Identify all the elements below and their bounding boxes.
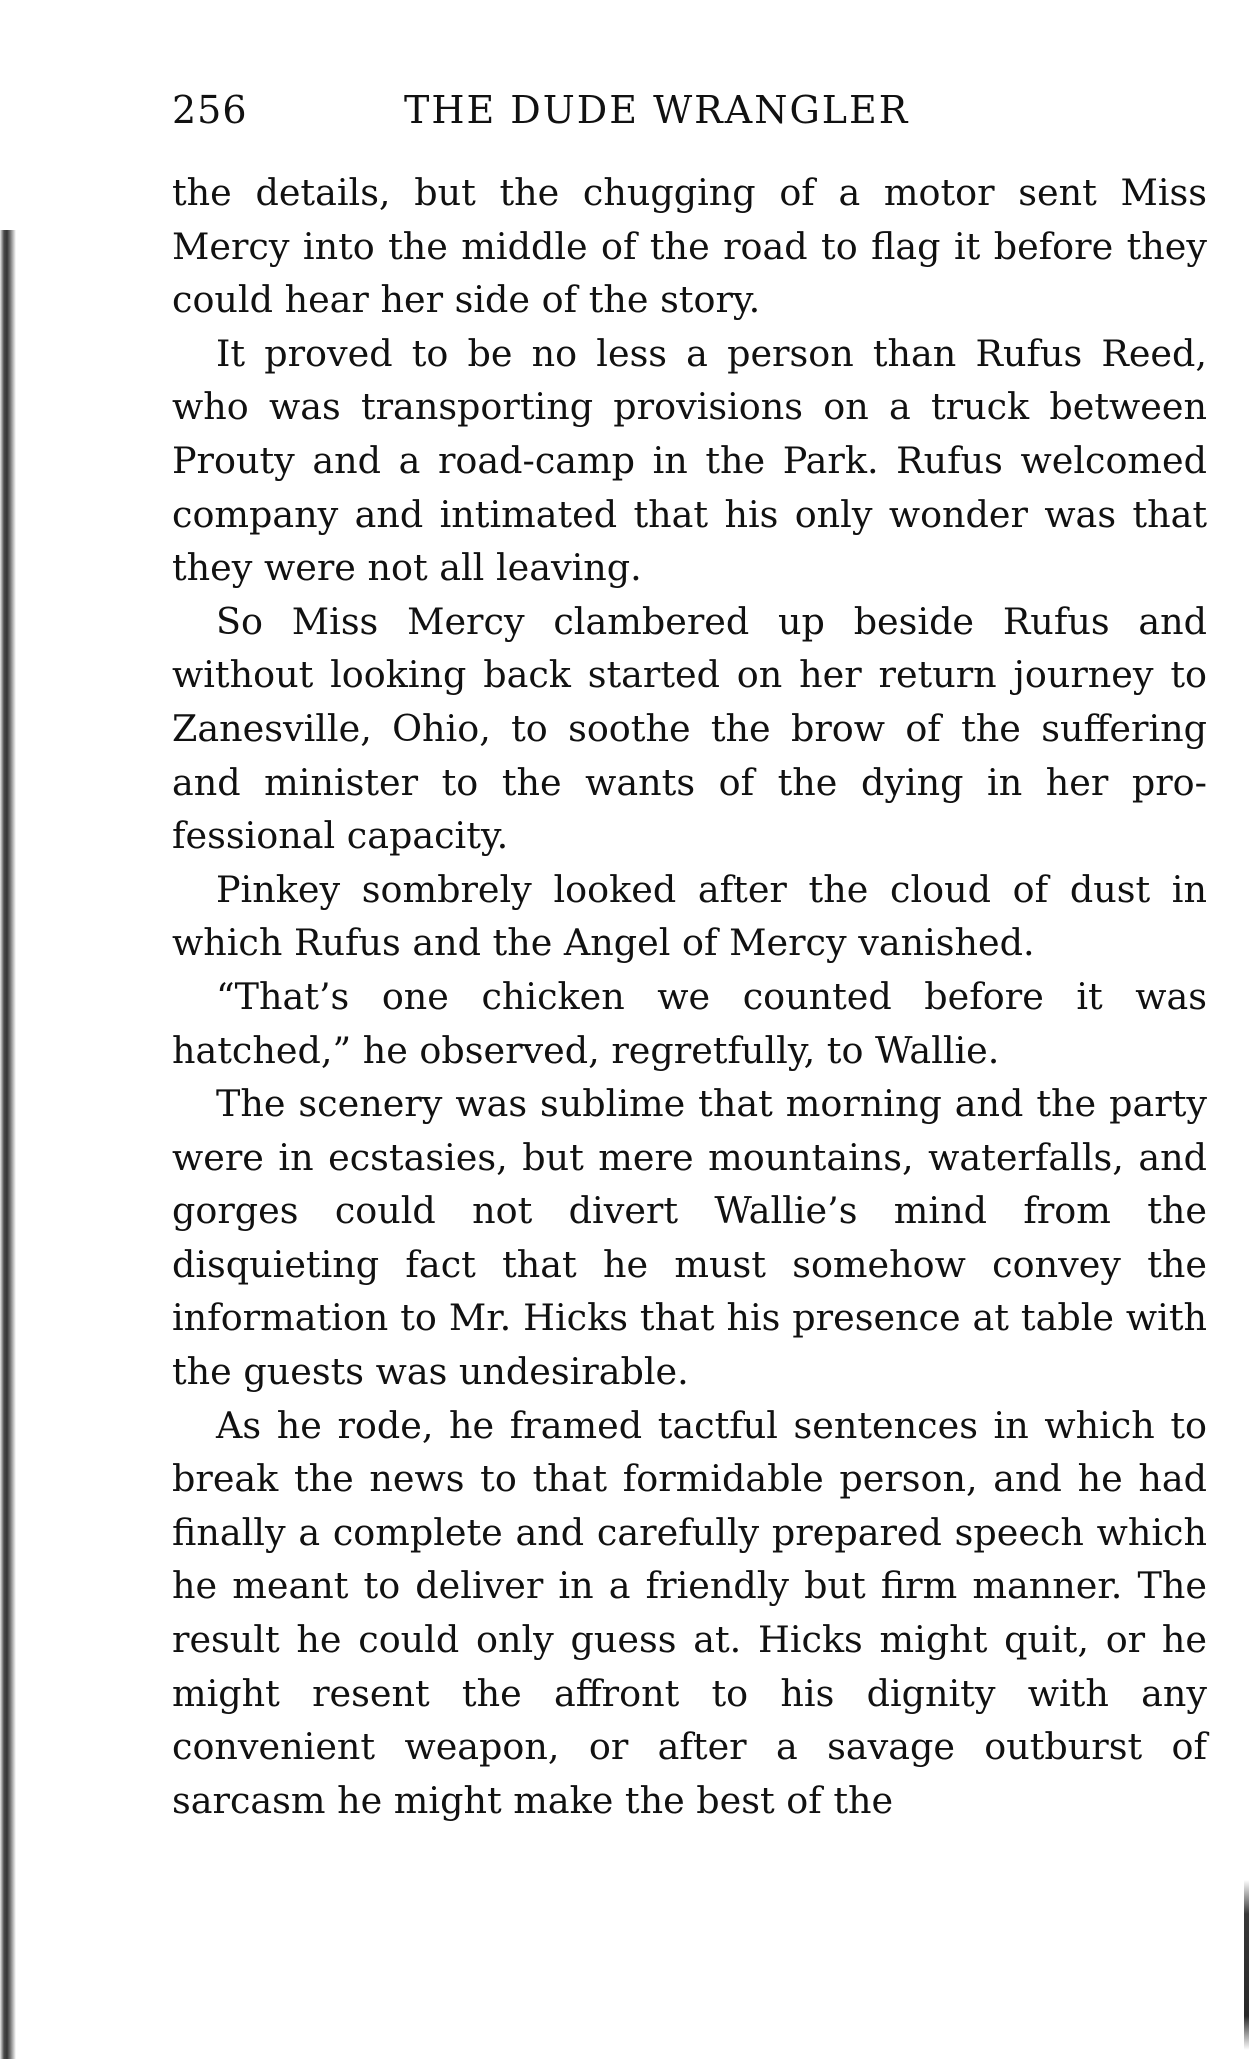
page-edge-mark [1244,1880,1249,2050]
paragraph: “That’s one chicken we counted before it was hatched,” he observed, regretfully, to Wallie. [172,974,1207,1072]
body-text [172,166,1207,1827]
paragraph: So Miss Mercy clambered up beside Rufus and without looking back started on her return journey to Zanesville, Ohio, to soothe the brow of the suffering and minister to the wants of the dying in her professional capacity. [172,599,1207,858]
paragraph: Pinkey sombrely looked after the cloud of dust in which Rufus and the Angel of Mercy vanished. [172,867,1207,965]
running-title: THE DUDE WRANGLER [404,88,910,132]
paragraph: the details, but the chugging of a motor sent Miss Mercy into the middle of the road to flag it before they could hear her side of the story. [172,171,1207,322]
binding-shadow [0,230,16,2059]
paragraph: The scenery was sublime that morning and the party were in ecstasies, but mere mountains, waterfalls, and gorges could not divert Wallie’s mind from the disquieting fact that he must somehow convey the information to Mr. Hicks that his presence at table with the guests was undesirable. [172,1082,1207,1394]
page-header [172,88,1207,140]
paragraph: It proved to be no less a person than Rufus Reed, who was transporting provisions on a truck between Prouty and a road-camp in the Park. Rufus welcomed company and intimated that his only wonder was that they were not all leaving. [172,331,1207,590]
paragraph: As he rode, he framed tactful sentences in which to break the news to that formidable person, and he had finally a complete and carefully prepared speech which he meant to deliver in a friendly but firm manner. The result he could only guess at. Hicks might quit, or he might resent the affront to his dignity with any convenient weapon, or after a savage outburst of sarcasm he might make the best of the [172,1403,1207,1822]
page-number: 256 [172,88,248,132]
